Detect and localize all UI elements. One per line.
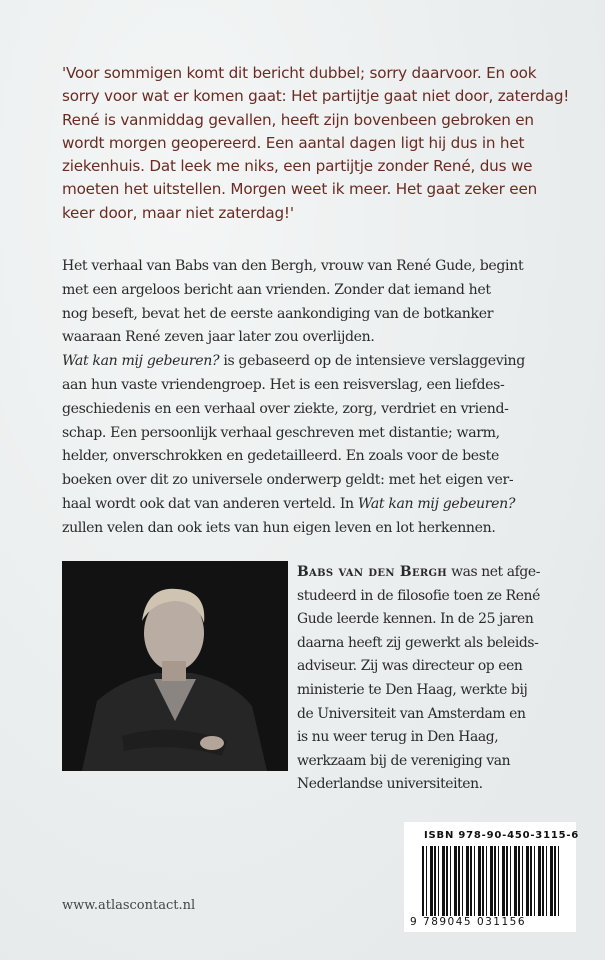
barcode-bars xyxy=(422,846,562,916)
blurb-line: geschiedenis en een verhaal over ziekte, zorg, verdriet en vriend- xyxy=(62,400,509,417)
blurb-line: helder, onverschrokken en gedetailleerd. En zoals voor de beste xyxy=(62,448,499,465)
blurb-line: zullen velen dan ook iets van hun eigen leven en lot herkennen. xyxy=(62,519,496,536)
bio-line: de Universiteit van Amsterdam en xyxy=(297,705,526,722)
bio-line xyxy=(297,561,597,585)
blurb-line: boeken over dit zo universele onderwerp geldt: met het eigen ver- xyxy=(62,472,514,489)
quote-line: sorry voor wat er komen gaat: Het partijtje gaat niet door, zaterdag! xyxy=(62,87,570,106)
author-bio xyxy=(297,561,597,797)
quote-line: René is vanmiddag gevallen, heeft zijn bovenbeen gebroken en xyxy=(62,110,534,129)
publisher-website: www.atlascontact.nl xyxy=(62,898,196,913)
bio-line: is nu weer terug in Den Haag, xyxy=(297,729,499,746)
blurb-line: waaraan René zeven jaar later zou overlijden. xyxy=(62,329,375,346)
bio-line: ministerie te Den Haag, werkte bij xyxy=(297,681,528,698)
author-name: Babs van den Bergh xyxy=(297,564,448,580)
barcode-number: 9 789045 031156 xyxy=(410,916,527,928)
blurb-text: is gebaseerd op de intensieve verslaggeving xyxy=(223,353,525,370)
bio-line: studeerd in de filosofie toen ze René xyxy=(297,587,540,604)
bio-line: Gude leerde kennen. In de 25 jaren xyxy=(297,611,534,628)
blurb-text: haal wordt ook dat van anderen verteld. In xyxy=(62,495,354,512)
blurb-line xyxy=(62,493,602,517)
bio-line: daarna heeft zij gewerkt als beleids- xyxy=(297,634,539,651)
bio-line: Nederlandse universiteiten. xyxy=(297,776,483,793)
blurb-line xyxy=(62,350,602,374)
quote-line: 'Voor sommigen komt dit bericht dubbel; sorry daarvoor. En ook xyxy=(62,64,537,82)
opening-quote xyxy=(62,62,592,225)
quote-line: wordt morgen geopereerd. Een aantal dagen ligt hij dus in het xyxy=(62,133,525,152)
book-title: Wat kan mij gebeuren? xyxy=(357,495,516,512)
blurb xyxy=(62,255,602,541)
blurb-line: schap. Een persoonlijk verhaal geschreven met distantie; warm, xyxy=(62,424,500,441)
bio-line: adviseur. Zij was directeur op een xyxy=(297,658,523,675)
bio-line: werkzaam bij de vereniging van xyxy=(297,752,511,769)
author-photo xyxy=(62,561,288,771)
blurb-line: aan hun vaste vriendengroep. Het is een reisverslag, een liefdes- xyxy=(62,376,505,393)
quote-line: keer door, maar niet zaterdag!' xyxy=(62,203,294,222)
blurb-line: met een argeloos bericht aan vrienden. Zonder dat iemand het xyxy=(62,281,491,298)
isbn-label: ISBN 978-90-450-3115-6 xyxy=(424,830,580,841)
isbn-barcode xyxy=(404,822,580,932)
quote-line: moeten het uitstellen. Morgen weet ik meer. Het gaat zeker een xyxy=(62,180,538,199)
book-title: Wat kan mij gebeuren? xyxy=(62,353,220,370)
bio-text: was net afge- xyxy=(451,564,540,580)
blurb-line: Het verhaal van Babs van den Bergh, vrouw van René Gude, begint xyxy=(62,258,524,274)
blurb-line: nog beseft, bevat het de eerste aankondiging van de botkanker xyxy=(62,305,494,322)
quote-line: ziekenhuis. Dat leek me niks, een partijtje zonder René, dus we xyxy=(62,157,533,176)
